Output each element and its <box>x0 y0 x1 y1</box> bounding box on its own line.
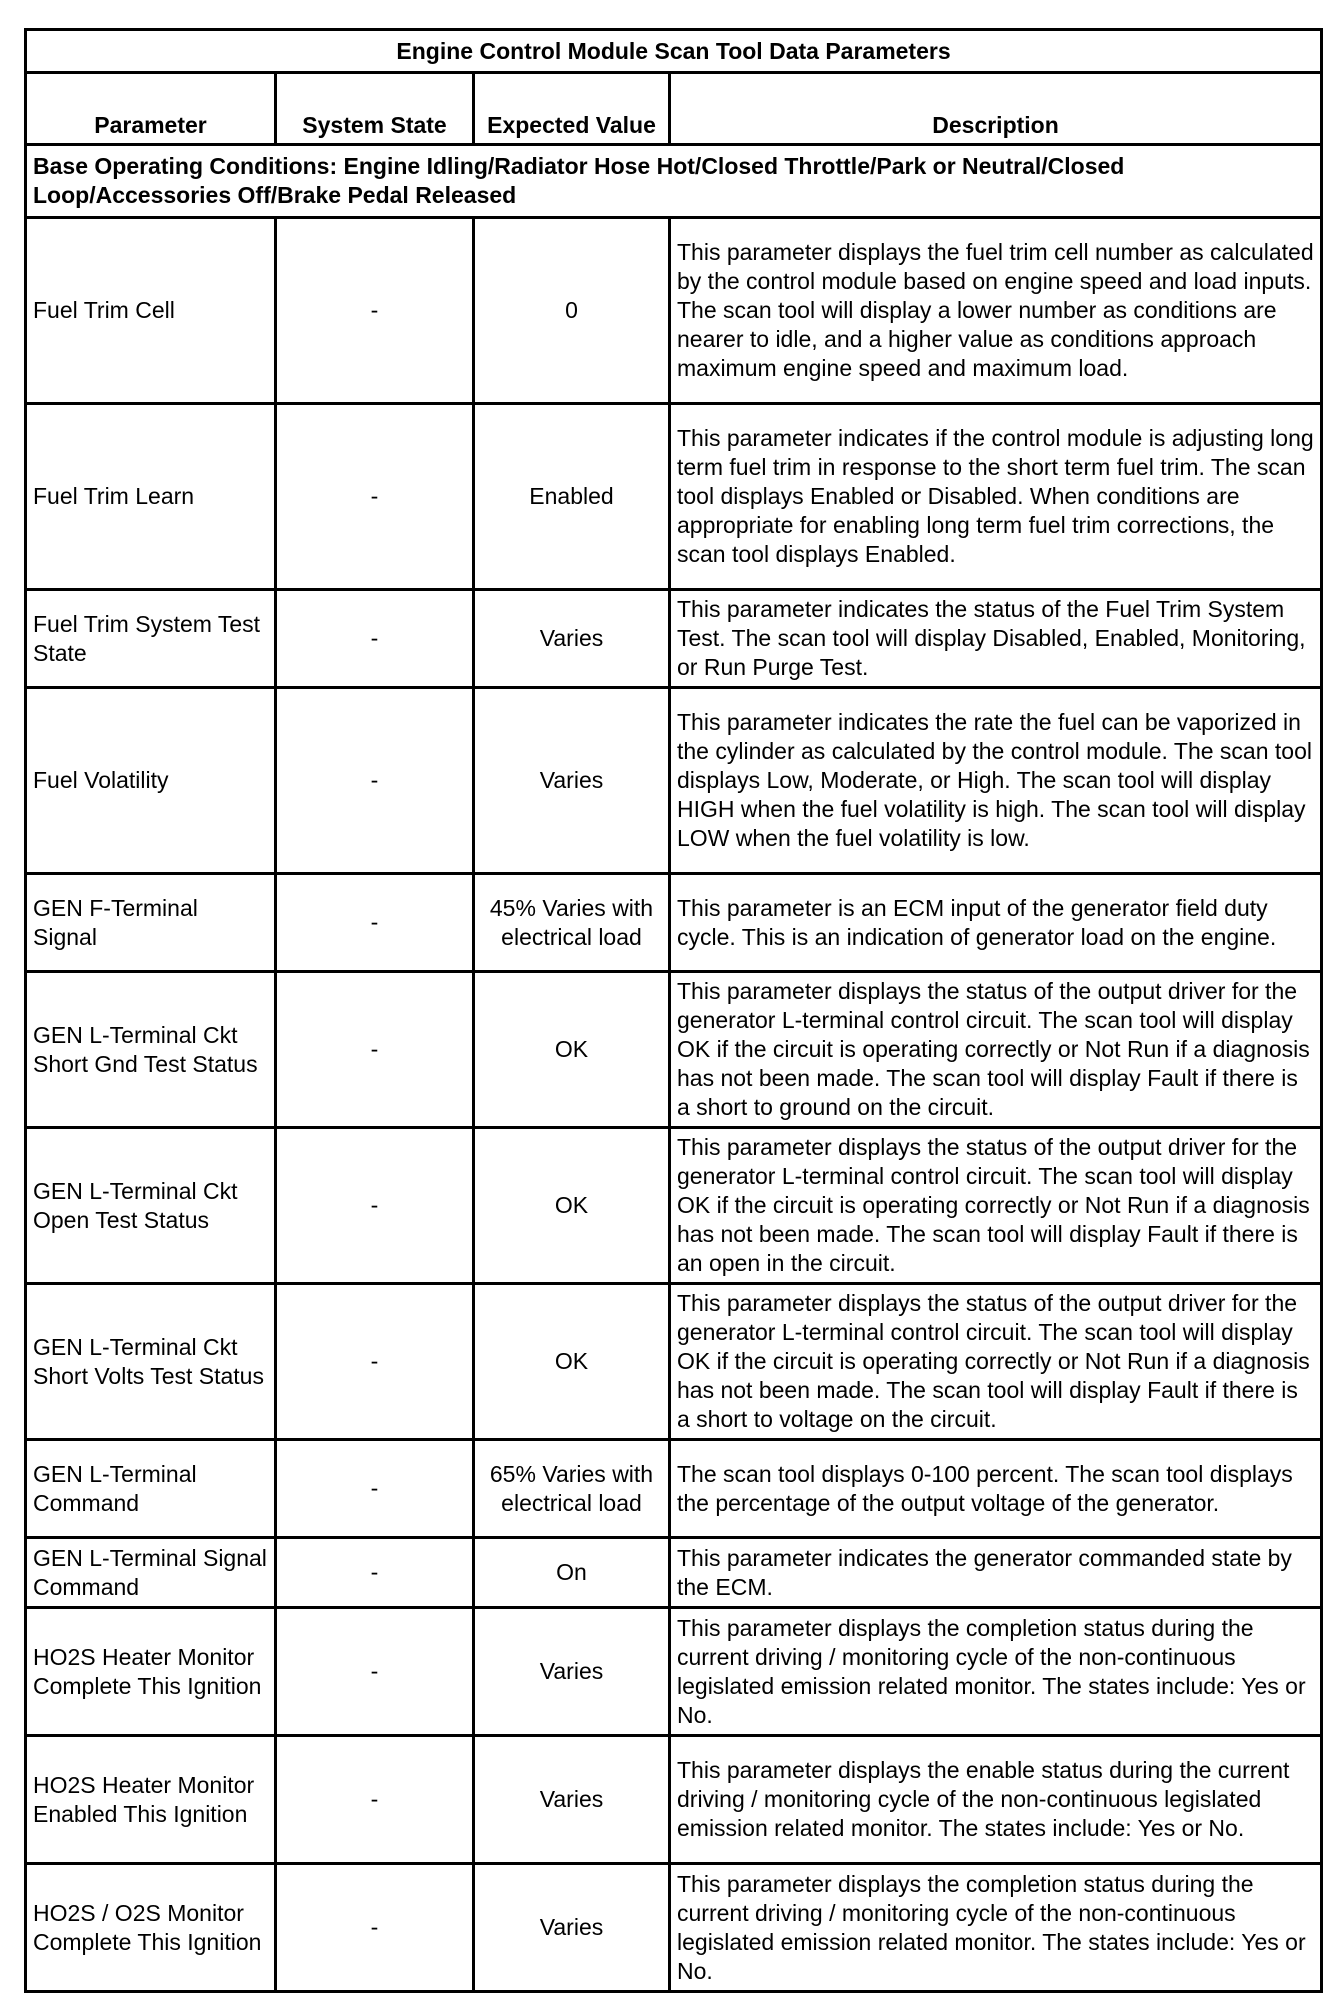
expected-value-cell: OK <box>474 972 670 1128</box>
table-row <box>26 1440 1322 1538</box>
parameter-cell: Fuel Trim Cell <box>26 218 276 404</box>
parameter-cell: GEN L-Terminal Ckt Short Gnd Test Status <box>26 972 276 1128</box>
expected-value-cell: 65% Varies with electrical load <box>474 1440 670 1538</box>
table-row <box>26 972 1322 1128</box>
table-row <box>26 1538 1322 1608</box>
expected-value-cell: Varies <box>474 590 670 688</box>
table-row <box>26 1128 1322 1284</box>
description-cell: This parameter displays the enable status during the current driving / monitoring cycle of the non-continuous legislated emission related monitor. The states include: Yes or No. <box>670 1736 1322 1864</box>
expected-value-cell: Varies <box>474 688 670 874</box>
base-conditions-row <box>26 145 1322 218</box>
description-cell: This parameter indicates the rate the fuel can be vaporized in the cylinder as calculated by the control module. The scan tool displays Low, Moderate, or High. The scan tool will display HIGH when the fuel volatility is high. The scan tool will display LOW when the fuel volatility is low. <box>670 688 1322 874</box>
parameter-cell: Fuel Volatility <box>26 688 276 874</box>
expected-value-cell: Varies <box>474 1608 670 1736</box>
parameter-cell: GEN L-Terminal Signal Command <box>26 1538 276 1608</box>
table-row <box>26 404 1322 590</box>
expected-value-cell: OK <box>474 1284 670 1440</box>
table-row <box>26 1736 1322 1864</box>
system-state-cell: - <box>276 590 474 688</box>
description-cell: The scan tool displays 0-100 percent. The scan tool displays the percentage of the output voltage of the generator. <box>670 1440 1322 1538</box>
expected-value-cell: 45% Varies with electrical load <box>474 874 670 972</box>
table-row <box>26 874 1322 972</box>
parameter-cell: HO2S / O2S Monitor Complete This Ignition <box>26 1864 276 1992</box>
expected-value-cell: Enabled <box>474 404 670 590</box>
description-cell: This parameter displays the status of the output driver for the generator L-terminal control circuit. The scan tool will display OK if the circuit is operating correctly or Not Run if a diagnosis has not been made. The scan tool will display Fault if there is an open in the circuit. <box>670 1128 1322 1284</box>
system-state-cell: - <box>276 1864 474 1992</box>
description-cell: This parameter indicates the generator commanded state by the ECM. <box>670 1538 1322 1608</box>
system-state-cell: - <box>276 218 474 404</box>
table-row <box>26 688 1322 874</box>
system-state-cell: - <box>276 1736 474 1864</box>
parameter-cell: HO2S Heater Monitor Complete This Ignition <box>26 1608 276 1736</box>
header-description: Description <box>670 73 1322 145</box>
base-operating-conditions: Base Operating Conditions: Engine Idling/Radiator Hose Hot/Closed Throttle/Park or Neutral/Closed Loop/Accessories Off/Brake Pedal Released <box>26 145 1322 218</box>
description-cell: This parameter displays the completion status during the current driving / monitoring cycle of the non-continuous legislated emission related monitor. The states include: Yes or No. <box>670 1608 1322 1736</box>
parameter-cell: HO2S Heater Monitor Enabled This Ignition <box>26 1736 276 1864</box>
system-state-cell: - <box>276 874 474 972</box>
system-state-cell: - <box>276 1440 474 1538</box>
system-state-cell: - <box>276 404 474 590</box>
header-parameter: Parameter <box>26 73 276 145</box>
table-row <box>26 218 1322 404</box>
header-system-state: System State <box>276 73 474 145</box>
description-cell: This parameter indicates if the control module is adjusting long term fuel trim in response to the short term fuel trim. The scan tool displays Enabled or Disabled. When conditions are appropriate for enabling long term fuel trim corrections, the scan tool displays Enabled. <box>670 404 1322 590</box>
description-cell: This parameter is an ECM input of the generator field duty cycle. This is an indication of generator load on the engine. <box>670 874 1322 972</box>
description-cell: This parameter displays the fuel trim cell number as calculated by the control module based on engine speed and load inputs. The scan tool will display a lower number as conditions are nearer to idle, and a higher value as conditions approach maximum engine speed and maximum load. <box>670 218 1322 404</box>
scan-tool-data-table <box>24 28 1323 1993</box>
system-state-cell: - <box>276 1284 474 1440</box>
table-title: Engine Control Module Scan Tool Data Parameters <box>26 30 1322 73</box>
system-state-cell: - <box>276 688 474 874</box>
parameter-cell: GEN F-Terminal Signal <box>26 874 276 972</box>
description-cell: This parameter displays the completion status during the current driving / monitoring cycle of the non-continuous legislated emission related monitor. The states include: Yes or No. <box>670 1864 1322 1992</box>
table-title-row <box>26 30 1322 73</box>
system-state-cell: - <box>276 1608 474 1736</box>
parameter-cell: Fuel Trim Learn <box>26 404 276 590</box>
system-state-cell: - <box>276 972 474 1128</box>
expected-value-cell: On <box>474 1538 670 1608</box>
description-cell: This parameter displays the status of the output driver for the generator L-terminal control circuit. The scan tool will display OK if the circuit is operating correctly or Not Run if a diagnosis has not been made. The scan tool will display Fault if there is a short to ground on the circuit. <box>670 972 1322 1128</box>
parameter-cell: Fuel Trim System Test State <box>26 590 276 688</box>
description-cell: This parameter indicates the status of the Fuel Trim System Test. The scan tool will display Disabled, Enabled, Monitoring, or Run Purge Test. <box>670 590 1322 688</box>
table-row <box>26 1608 1322 1736</box>
table-row <box>26 1284 1322 1440</box>
expected-value-cell: Varies <box>474 1736 670 1864</box>
system-state-cell: - <box>276 1538 474 1608</box>
header-expected-value: Expected Value <box>474 73 670 145</box>
system-state-cell: - <box>276 1128 474 1284</box>
parameter-cell: GEN L-Terminal Ckt Open Test Status <box>26 1128 276 1284</box>
table-header-row <box>26 73 1322 145</box>
expected-value-cell: 0 <box>474 218 670 404</box>
table-row <box>26 590 1322 688</box>
description-cell: This parameter displays the status of the output driver for the generator L-terminal control circuit. The scan tool will display OK if the circuit is operating correctly or Not Run if a diagnosis has not been made. The scan tool will display Fault if there is a short to voltage on the circuit. <box>670 1284 1322 1440</box>
parameter-cell: GEN L-Terminal Ckt Short Volts Test Status <box>26 1284 276 1440</box>
expected-value-cell: OK <box>474 1128 670 1284</box>
expected-value-cell: Varies <box>474 1864 670 1992</box>
scan-tool-data-table-container <box>24 28 1320 1993</box>
parameter-cell: GEN L-Terminal Command <box>26 1440 276 1538</box>
table-row <box>26 1864 1322 1992</box>
